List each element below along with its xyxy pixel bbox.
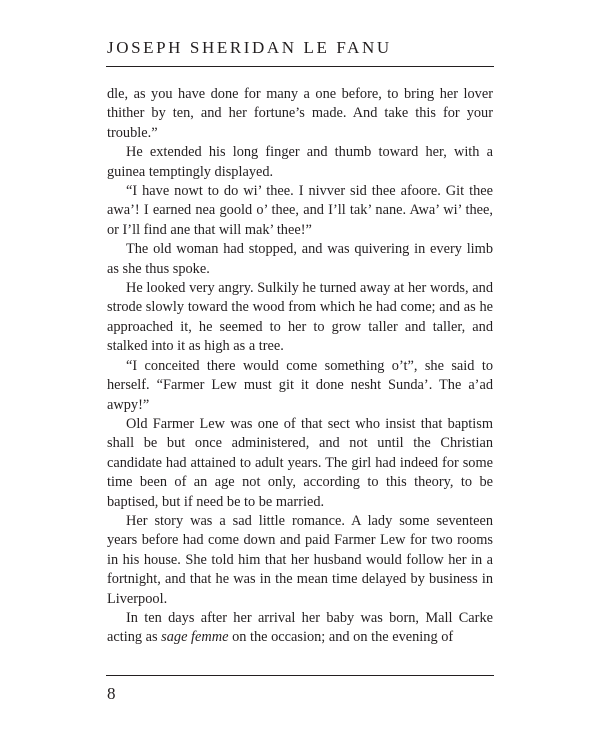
paragraph-9 [107,609,493,648]
paragraph-1: dle, as you have done for many a one before, to bring her lover thither by ten, and her fortune’s made. And take this for your trouble.” [107,86,493,141]
paragraph-9-end: on the occasion; and on the evening of [228,629,454,646]
paragraph-2: He extended his long finger and thumb toward her, with a guinea temptingly displayed. [107,144,493,180]
body-text [107,85,493,648]
footer-rule [106,675,494,676]
emphasis-sage-femme: sage femme [161,629,229,646]
paragraph-8: Her story was a sad little romance. A lady some seventeen years before had come down and paid Farmer Lew for two rooms in his house. She told him that her husband would follow her in a fortnight, and that he was in the mean time delayed by business in Liverpool. [107,512,493,607]
header-rule [106,66,494,67]
paragraph-7: Old Farmer Lew was one of that sect who insist that baptism shall be but once administered, and not until the Christian candidate had attained to adult years. The girl had indeed for some time been of an age not only, according to this theory, to be baptised, but if need be to be married. [107,415,493,510]
paragraph-3: “I have nowt to do wi’ thee. I nivver sid thee afoore. Git thee awa’! I earned nea goold o’ thee, and I’ll tak’ nane. Awa’ wi’ thee, or I’ll find ane that will mak’ thee!” [107,183,493,238]
paragraph-5: He looked very angry. Sulkily he turned away at her words, and strode slowly toward the wood from which he had come; and as he approached it, he seemed to her to grow taller and taller, and stalked into it as high as a tree. [107,280,493,355]
page-number: 8 [107,684,116,703]
paragraph-9-start: In ten days after her arrival her baby was born, Mall Carke acting as [107,609,493,646]
paragraph-4: The old woman had stopped, and was quivering in every limb as she thus spoke. [107,241,493,277]
paragraph-6: “I conceited there would come something o’t”, she said to herself. “Farmer Lew must git it done nesht Sunda’. The a’ad awpy!” [107,357,493,413]
running-head: JOSEPH SHERIDAN LE FANU [107,38,392,57]
